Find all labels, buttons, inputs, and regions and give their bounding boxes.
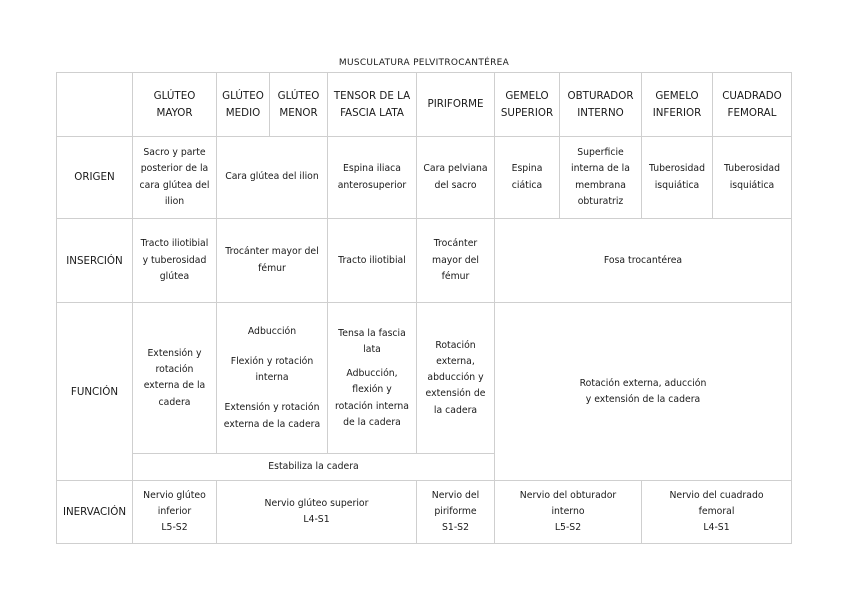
- origen-gemelo-superior: Espina ciática: [495, 137, 560, 219]
- origen-obturador-interno: Superficie interna de la membrana obturatriz: [560, 137, 642, 219]
- insercion-gluteo-medio-menor: Trocánter mayor del fémur: [217, 219, 328, 303]
- inervacion-gluteo-mayor: Nervio glúteo inferior L5-S2: [133, 481, 217, 544]
- insercion-piriforme: Trocánter mayor del fémur: [417, 219, 495, 303]
- origen-tensor: Espina iliaca anterosuperior: [328, 137, 417, 219]
- table-title: MUSCULATURA PELVITROCANTÉREA: [338, 58, 510, 68]
- col-header-gluteo-menor: GLÚTEO MENOR: [270, 73, 328, 137]
- funcion-piriforme: Rotación externa, abducción y extensión de la cadera: [417, 303, 495, 454]
- col-header-piriforme: PIRIFORME: [417, 73, 495, 137]
- origen-gemelo-inferior: Tuberosidad isquiática: [642, 137, 713, 219]
- col-header-gemelo-superior: GEMELO SUPERIOR: [495, 73, 560, 137]
- funcion-gemelos-obturador: Rotación externa, aducción y extensión de la cadera: [495, 303, 792, 481]
- funcion-tensor: Tensa la fascia lata Adbucción, flexión y rotación interna de la cadera: [328, 303, 417, 454]
- row-inervacion: [57, 481, 792, 544]
- col-header-obturador-interno: OBTURADOR INTERNO: [560, 73, 642, 137]
- inervacion-gemelo-inferior-cuadrado: Nervio del cuadrado femoral L4-S1: [642, 481, 792, 544]
- funcion-gluteo-mayor: Extensión y rotación externa de la cadera: [133, 303, 217, 454]
- funcion-estabiliza-cadera: Estabiliza la cadera: [133, 454, 495, 481]
- row-funcion: [57, 303, 792, 454]
- funcion-gluteo-medio-menor: Adbucción Flexión y rotación interna Extensión y rotación externa de la cadera: [217, 303, 328, 454]
- row-origen: [57, 137, 792, 219]
- col-header-tensor-fascia-lata: TENSOR DE LA FASCIA LATA: [328, 73, 417, 137]
- col-header-gluteo-medio: GLÚTEO MEDIO: [217, 73, 270, 137]
- origen-piriforme: Cara pelviana del sacro: [417, 137, 495, 219]
- col-header-gemelo-inferior: GEMELO INFERIOR: [642, 73, 713, 137]
- muscle-table: [56, 72, 792, 544]
- col-header-gluteo-mayor: GLÚTEO MAYOR: [133, 73, 217, 137]
- header-row: [57, 73, 792, 137]
- origen-gluteo-mayor: Sacro y parte posterior de la cara glútea del ilion: [133, 137, 217, 219]
- col-header-cuadrado-femoral: CUADRADO FEMORAL: [713, 73, 792, 137]
- row-label-insercion: INSERCIÓN: [57, 219, 133, 303]
- row-label-funcion: FUNCIÓN: [57, 303, 133, 481]
- origen-gluteo-medio-menor: Cara glútea del ilion: [217, 137, 328, 219]
- insercion-tensor: Tracto iliotibial: [328, 219, 417, 303]
- row-insercion: [57, 219, 792, 303]
- row-label-inervacion: INERVACIÓN: [57, 481, 133, 544]
- insercion-gemelos-obturador: Fosa trocantérea: [495, 219, 792, 303]
- corner-cell: [57, 73, 133, 137]
- origen-cuadrado-femoral: Tuberosidad isquiática: [713, 137, 792, 219]
- row-label-origen: ORIGEN: [57, 137, 133, 219]
- insercion-gluteo-mayor: Tracto iliotibial y tuberosidad glútea: [133, 219, 217, 303]
- inervacion-gluteo-medio-menor-tensor: Nervio glúteo superior L4-S1: [217, 481, 417, 544]
- inervacion-piriforme: Nervio del piriforme S1-S2: [417, 481, 495, 544]
- inervacion-gemelo-superior-obturador: Nervio del obturador interno L5-S2: [495, 481, 642, 544]
